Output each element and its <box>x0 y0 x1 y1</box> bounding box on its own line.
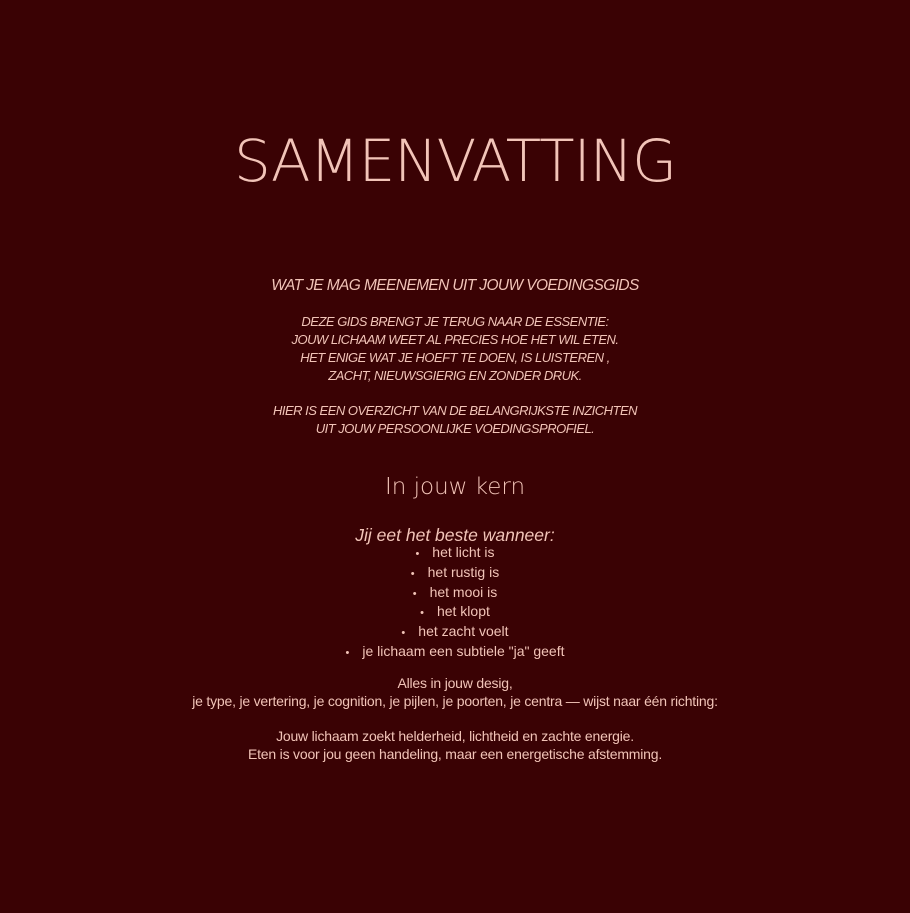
page-subtitle: WAT JE MAG MEENEMEN UIT JOUW VOEDINGSGIDS <box>271 277 639 294</box>
design-paragraph <box>0 674 910 710</box>
bullet-dot-icon: • <box>345 646 350 659</box>
list-item <box>0 564 910 584</box>
list-item <box>0 584 910 604</box>
paragraph-line: Alles in jouw desig, <box>397 675 513 691</box>
list-item-text: het rustig is <box>427 563 500 580</box>
intro-line: JOUW LICHAAM WEET AL PRECIES HOE HET WIL ETEN. <box>291 332 619 347</box>
intro-line: DEZE GIDS BRENGT JE TERUG NAAR DE ESSENTIE: <box>301 314 609 329</box>
paragraph-line: je type, je vertering, je cognition, je pijlen, je poorten, je centra — wijst naar één richting: <box>192 693 718 709</box>
bullet-dot-icon: • <box>412 587 417 600</box>
bullet-dot-icon: • <box>415 548 420 560</box>
list-item <box>0 623 910 643</box>
list-item <box>0 643 910 663</box>
list-item-text: het klopt <box>436 603 490 620</box>
page-title: SAMENVATTING <box>233 127 677 195</box>
list-item-text: het mooi is <box>429 583 498 600</box>
intro-line: HIER IS EEN OVERZICHT VAN DE BELANGRIJKSTE INZICHTEN <box>272 403 638 418</box>
conclusion-paragraph <box>0 727 910 763</box>
intro-line: UIT JOUW PERSOONLIJKE VOEDINGSPROFIEL. <box>315 421 595 436</box>
intro-line: HET ENIGE WAT JE HOEFT TE DOEN, IS LUISTEREN , <box>300 350 610 365</box>
bullet-dot-icon: • <box>410 567 415 580</box>
section-heading-core: In jouw kern <box>384 474 526 500</box>
intro-line: ZACHT, NIEUWSGIERIG EN ZONDER DRUK. <box>328 368 582 383</box>
bullet-list-lead: Jij eet het beste wanneer: <box>355 525 555 545</box>
intro-paragraph-essence <box>0 313 910 385</box>
intro-paragraph-overview <box>0 402 910 438</box>
bullet-dot-icon: • <box>401 627 406 640</box>
list-item-text: het licht is <box>432 544 495 560</box>
list-item <box>0 603 910 623</box>
list-item <box>0 544 910 564</box>
eating-conditions-list <box>0 544 910 663</box>
list-item-text: je lichaam een subtiele "ja" geeft <box>362 642 565 659</box>
list-item-text: het zacht voelt <box>418 623 509 640</box>
paragraph-line: Eten is voor jou geen handeling, maar een energetische afstemming. <box>247 746 663 762</box>
bullet-dot-icon: • <box>420 607 424 620</box>
paragraph-line: Jouw lichaam zoekt helderheid, lichtheid en zachte energie. <box>276 728 634 744</box>
